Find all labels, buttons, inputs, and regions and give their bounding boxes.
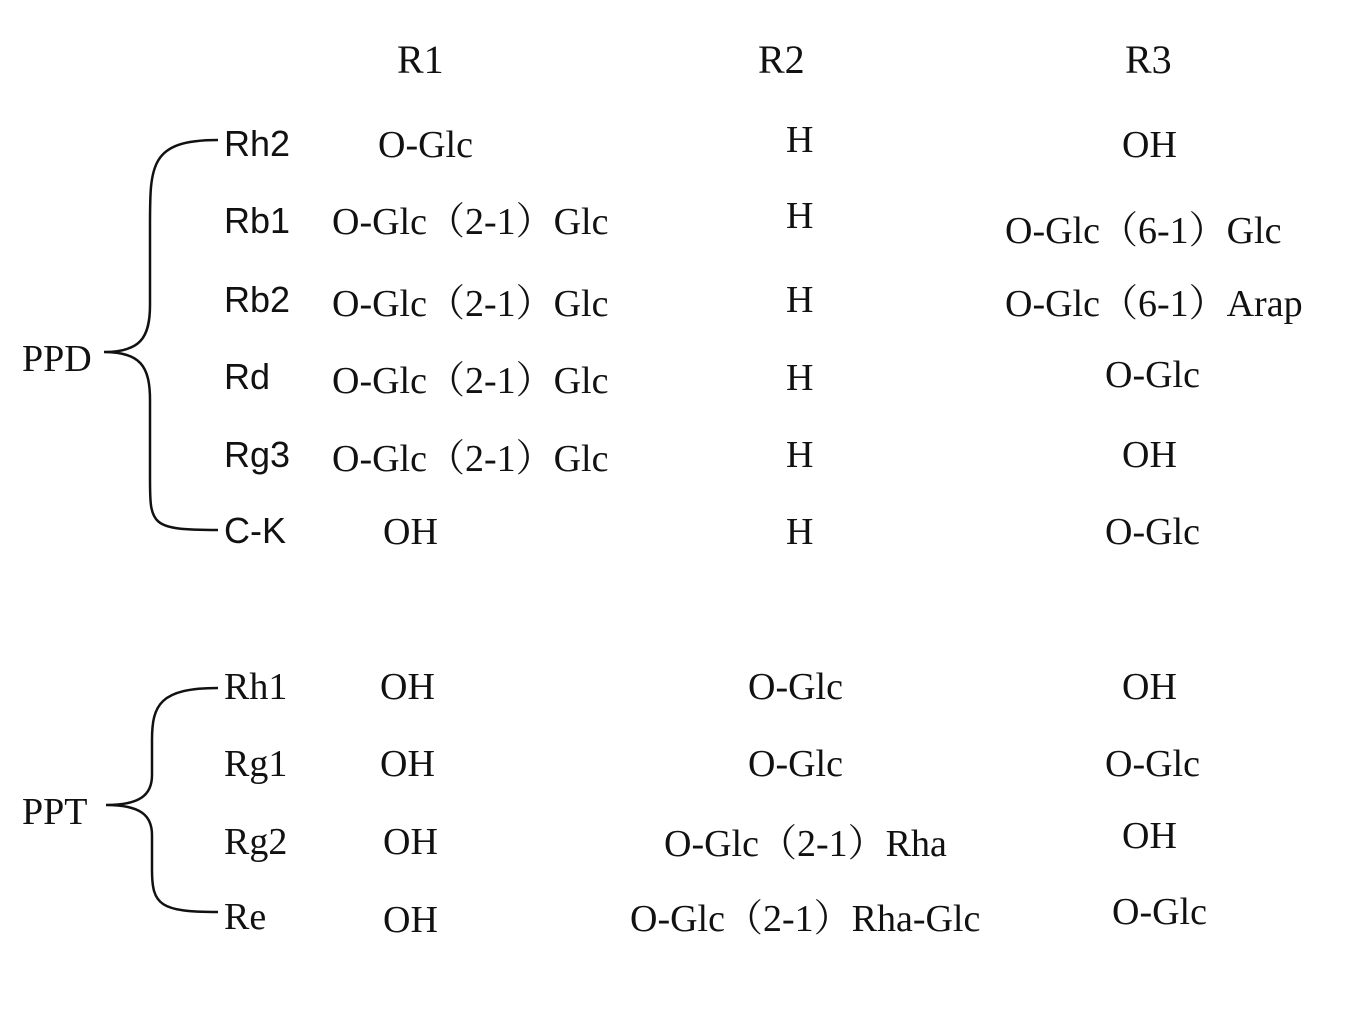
r3-value: O-Glc [1105, 743, 1200, 785]
r3-value: O-Glc [1105, 511, 1200, 553]
r3-value: OH [1122, 815, 1177, 857]
r3-value: O-Glc（6-1）Glc [1005, 210, 1282, 252]
r3-value: O-Glc [1112, 891, 1207, 933]
r2-value: H [786, 357, 814, 399]
compound-name: Rh2 [224, 123, 291, 164]
r2-value: H [786, 119, 814, 161]
r3-value: OH [1122, 666, 1177, 708]
r1-value: OH [380, 666, 435, 708]
r2-value: H [786, 195, 814, 237]
r3-value: O-Glc [1105, 354, 1200, 396]
r1-value: OH [383, 821, 438, 863]
compound-name: C-K [224, 510, 286, 551]
r2-value: H [786, 511, 814, 553]
r1-value: O-Glc（2-1）Glc [332, 438, 609, 480]
group-label-ppt: PPT [22, 791, 88, 833]
compound-name: Rg3 [224, 434, 291, 475]
r2-value: H [786, 434, 814, 476]
compound-name: Rh1 [224, 666, 288, 708]
r3-value: OH [1122, 124, 1177, 166]
r2-value: O-Glc（2-1）Rha [664, 823, 947, 865]
ppt-brace [106, 688, 218, 912]
header-r3: R3 [1125, 37, 1172, 82]
r2-value: H [786, 279, 814, 321]
r2-value: O-Glc [748, 743, 843, 785]
r2-value: O-Glc（2-1）Rha-Glc [630, 898, 981, 940]
r1-value: O-Glc（2-1）Glc [332, 360, 609, 402]
compound-name: Re [224, 896, 267, 938]
r1-value: OH [383, 899, 438, 941]
group-label-ppd: PPD [22, 338, 92, 380]
r3-value: OH [1122, 434, 1177, 476]
header-r2: R2 [758, 37, 805, 82]
r1-value: O-Glc（2-1）Glc [332, 201, 609, 243]
compound-name: Rg2 [224, 821, 288, 863]
r2-value: O-Glc [748, 666, 843, 708]
r3-value: O-Glc（6-1）Arap [1005, 283, 1303, 325]
r1-value: OH [383, 511, 438, 553]
header-r1: R1 [397, 37, 444, 82]
r1-value: O-Glc（2-1）Glc [332, 283, 609, 325]
compound-name: Rb1 [224, 200, 291, 241]
compound-name: Rb2 [224, 279, 291, 320]
ppd-brace [104, 140, 218, 530]
compound-name: Rg1 [224, 743, 288, 785]
compound-name: Rd [224, 356, 271, 397]
r1-value: O-Glc [378, 124, 473, 166]
r1-value: OH [380, 743, 435, 785]
